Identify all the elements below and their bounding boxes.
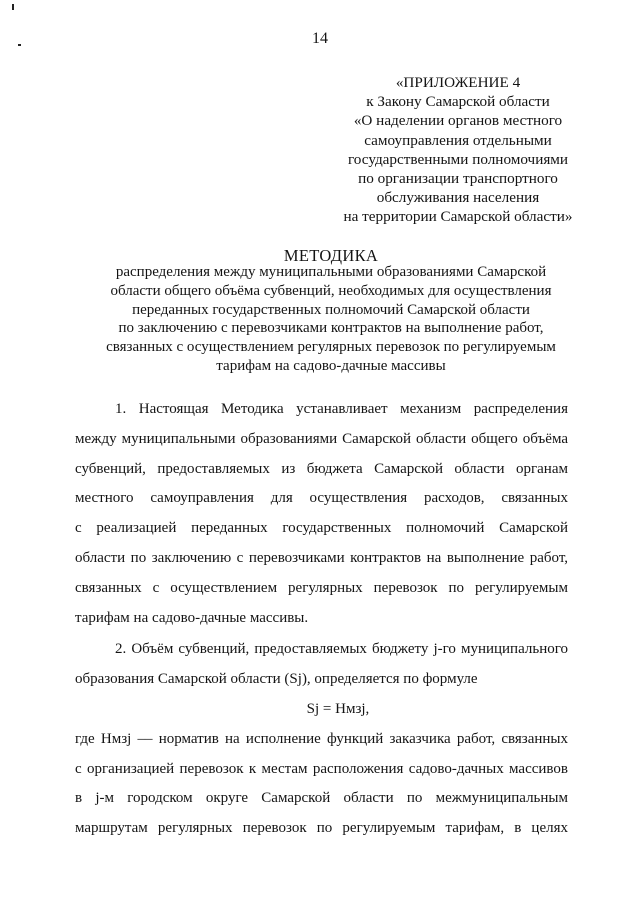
body-line: местного самоуправления для осуществления расходов, связанных [75,490,568,507]
annex-line: «О наделении органов местного [353,112,563,130]
body-line: с реализацией переданных государственных полномочий Самарской [75,520,568,537]
body-line: где Нмзj –– норматив на исполнение функций заказчика работ, связанных [75,730,568,747]
subtitle-line: тарифам на садово-дачные массивы [216,357,446,374]
body-line: образования Самарской области (Sj), определяется по формуле [75,671,478,688]
subtitle-line: распределения между муниципальными образованиями Самарской [115,264,547,280]
annex-line: «ПРИЛОЖЕНИЕ 4 [395,74,521,91]
body-line: с организацией перевозок к местам расположения садово-дачных массивов [75,760,568,777]
body-line: тарифам на садово-дачные массивы. [75,609,309,626]
document-title: МЕТОДИКА [283,246,379,265]
body-line: субвенций, предоставляемых из бюджета Самарской области органам [75,460,568,477]
body-line: маршрутам регулярных перевозок по регулируемым тарифам, в целях [75,820,568,837]
body-line: между муниципальными образованиями Самарской области общего объёма [75,430,568,447]
body-line: 2. Объём субвенций, предоставляемых бюджету j-го муниципального [115,641,568,658]
paragraph-1 [75,395,568,633]
subtitle-line: области общего объёма субвенций, необходимых для осуществления [110,282,552,299]
annex-line: самоуправления отдельными [364,131,552,149]
paragraph-2 [75,635,568,695]
body-line: связанных с осуществлением регулярных перевозок по регулируемым [75,579,568,596]
subtitle-line: переданных государственных полномочий Самарской области [132,301,530,318]
document-subtitle [90,263,572,376]
annex-line: по организации транспортного [358,170,558,188]
page-number: 14 [312,30,328,47]
body-line: в j-м городском округе Самарской области по межмуниципальным [75,790,568,807]
formula: Sj = Нмзj, [306,700,370,717]
body-line: 1. Настоящая Методика устанавливает механизм распределения [115,401,568,417]
document-body [75,395,568,844]
annex-line: к Закону Самарской области [366,93,550,111]
annex-line: на территории Самарской области» [343,208,573,226]
annex-line: государственными полномочиями [347,150,569,168]
annex-line: обслуживания населения [376,189,540,207]
body-line: области по заключению с перевозчиками контрактов на выполнение работ, [75,549,568,566]
annex-header [326,73,590,227]
scan-mark [12,4,14,10]
paragraph-3 [75,725,568,844]
subtitle-line: по заключению с перевозчиками контрактов на выполнение работ, [118,320,544,337]
subtitle-line: связанных с осуществлением регулярных перевозок по регулируемым [106,339,556,356]
